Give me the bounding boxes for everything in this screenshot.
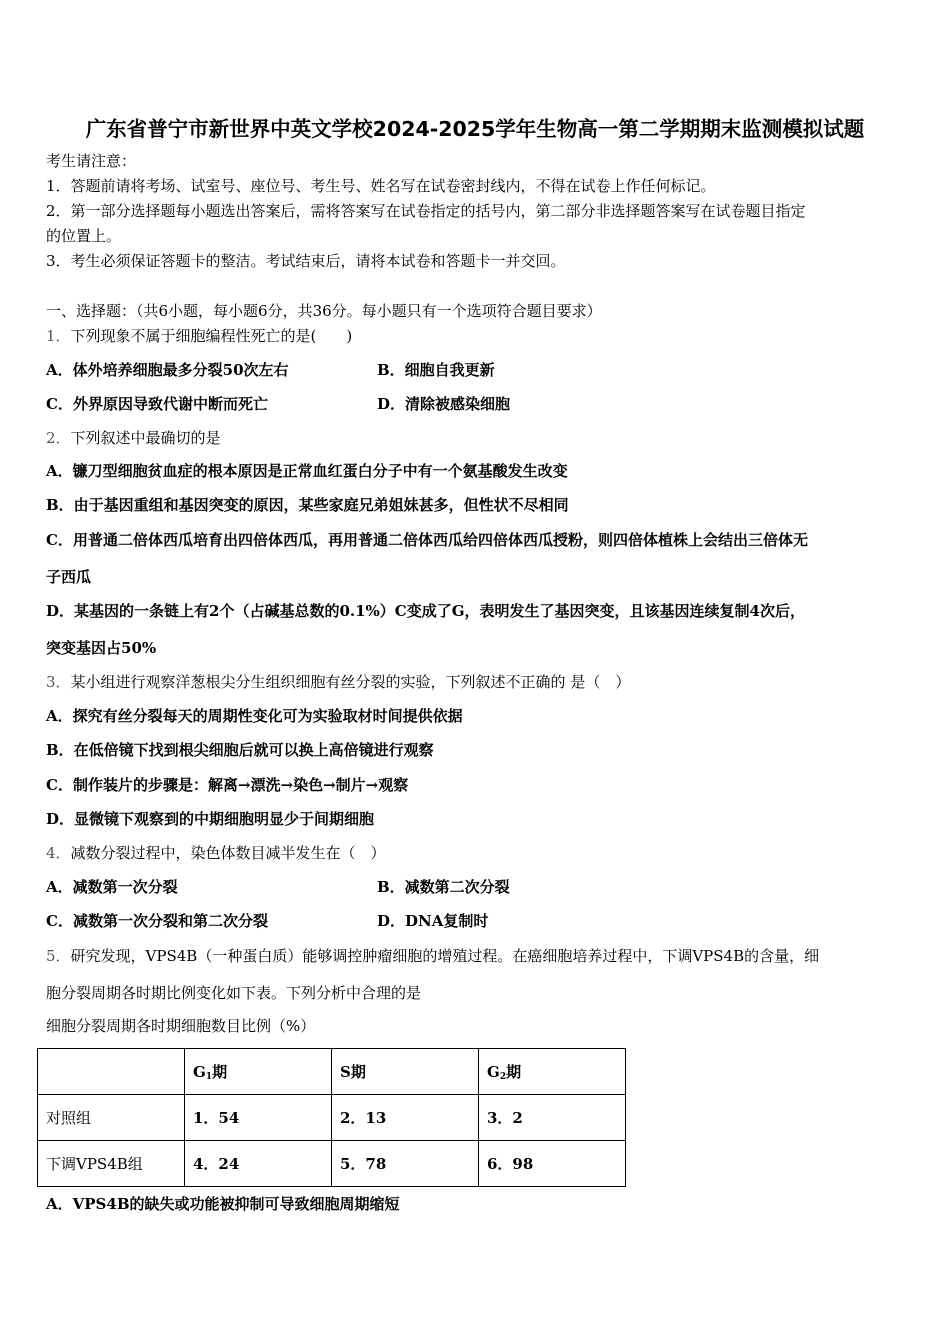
q3-option-b: B．在低倍镜下找到根尖细胞后就可以换上高倍镜进行观察 bbox=[46, 741, 434, 759]
question-stem: 某小组进行观察洋葱根尖分生组织细胞有丝分裂的实验，下列叙述不正确的 是（ ） bbox=[70, 673, 631, 691]
notice-heading: 考生请注意： bbox=[46, 152, 137, 170]
table-header-s: S期 bbox=[332, 1049, 479, 1095]
table-row bbox=[38, 1141, 626, 1187]
question-number: 2． bbox=[46, 429, 71, 447]
question-number: 3． bbox=[46, 673, 71, 691]
question-stem: 研究发现，VPS4B（一种蛋白质）能够调控肿瘤细胞的增殖过程。在癌细胞培养过程中，下调VPS4B的含量，细 bbox=[70, 947, 820, 965]
table-header-row bbox=[38, 1049, 626, 1095]
q3-option-a: A．探究有丝分裂每天的周期性变化可为实验取材时间提供依据 bbox=[46, 707, 463, 725]
q2-option-b: B．由于基因重组和基因突变的原因，某些家庭兄弟姐妹甚多，但性状不尽相同 bbox=[46, 496, 569, 514]
table-cell: 对照组 bbox=[38, 1095, 185, 1141]
q4-option-b: B．减数第二次分裂 bbox=[377, 878, 510, 896]
q2-option-d: D．某基因的一条链上有2个（占碱基总数的0.1%）C变成了G，表明发生了基因突变，且该基因连续复制4次后， bbox=[46, 602, 805, 620]
table-cell: 4．24 bbox=[185, 1141, 332, 1187]
q1-option-b: B．细胞自我更新 bbox=[377, 361, 495, 379]
q3-option-c: C．制作装片的步骤是：解离→漂洗→染色→制片→观察 bbox=[46, 776, 409, 794]
cell-cycle-table bbox=[37, 1048, 626, 1187]
q4-option-c: C．减数第一次分裂和第二次分裂 bbox=[46, 912, 268, 930]
table-cell: 下调VPS4B组 bbox=[38, 1141, 185, 1187]
question-1 bbox=[46, 327, 352, 345]
question-stem: 下列现象不属于细胞编程性死亡的是( ) bbox=[70, 327, 353, 345]
table-header-g1: $G_1$期 bbox=[185, 1049, 332, 1095]
question-2 bbox=[46, 429, 221, 447]
q1-option-c: C．外界原因导致代谢中断而死亡 bbox=[46, 395, 268, 413]
table-caption: 细胞分裂周期各时期细胞数目比例（%） bbox=[46, 1017, 316, 1035]
notice-item-2-cont: 的位置上。 bbox=[46, 227, 122, 245]
question-stem: 下列叙述中最确切的是 bbox=[70, 429, 221, 447]
table-cell: 2．13 bbox=[332, 1095, 479, 1141]
notice-item-2: 2．第一部分选择题每小题选出答案后，需将答案写在试卷指定的括号内，第二部分非选择题答案写在试卷题目指定 bbox=[46, 202, 806, 220]
page-title: 广东省普宁市新世界中英文学校2024-2025学年生物高一第二学期期末监测模拟试题 bbox=[85, 117, 865, 141]
table-header-g2: $G_2$期 bbox=[479, 1049, 626, 1095]
table-cell: 6．98 bbox=[479, 1141, 626, 1187]
q2-option-d-cont: 突变基因占50% bbox=[46, 639, 157, 657]
q3-option-d: D．显微镜下观察到的中期细胞明显少于间期细胞 bbox=[46, 810, 375, 828]
question-5-cont: 胞分裂周期各时期比例变化如下表。下列分析中合理的是 bbox=[46, 984, 422, 1002]
table-row bbox=[38, 1095, 626, 1141]
table-cell: 1．54 bbox=[185, 1095, 332, 1141]
question-number: 1． bbox=[46, 327, 71, 345]
q5-option-a: A．VPS4B的缺失或功能被抑制可导致细胞周期缩短 bbox=[46, 1195, 400, 1213]
q2-option-a: A．镰刀型细胞贫血症的根本原因是正常血红蛋白分子中有一个氨基酸发生改变 bbox=[46, 462, 568, 480]
notice-item-3: 3．考生必须保证答题卡的整洁。考试结束后，请将本试卷和答题卡一并交回。 bbox=[46, 252, 566, 270]
table-header-cell bbox=[38, 1049, 185, 1095]
q4-option-d: D．DNA复制时 bbox=[377, 912, 489, 930]
q1-option-d: D．清除被感染细胞 bbox=[377, 395, 511, 413]
q1-option-a: A．体外培养细胞最多分裂50次左右 bbox=[46, 361, 289, 379]
q4-option-a: A．减数第一次分裂 bbox=[46, 878, 178, 896]
q2-option-c-cont: 子西瓜 bbox=[46, 568, 92, 586]
table-cell: 3．2 bbox=[479, 1095, 626, 1141]
table-cell: 5．78 bbox=[332, 1141, 479, 1187]
question-4 bbox=[46, 844, 386, 862]
q2-option-c: C．用普通二倍体西瓜培育出四倍体西瓜，再用普通二倍体西瓜给四倍体西瓜授粉，则四倍体植株上会结出三倍体无 bbox=[46, 531, 808, 549]
question-number: 5． bbox=[46, 947, 71, 965]
notice-item-1: 1．答题前请将考场、试室号、座位号、考生号、姓名写在试卷密封线内，不得在试卷上作任何标记。 bbox=[46, 177, 716, 195]
question-stem: 减数分裂过程中，染色体数目减半发生在（ ） bbox=[70, 844, 386, 862]
question-number: 4． bbox=[46, 844, 71, 862]
section-heading: 一、选择题：（共6小题，每小题6分，共36分。每小题只有一个选项符合题目要求） bbox=[46, 302, 602, 320]
question-3 bbox=[46, 673, 630, 691]
question-5 bbox=[46, 947, 819, 965]
